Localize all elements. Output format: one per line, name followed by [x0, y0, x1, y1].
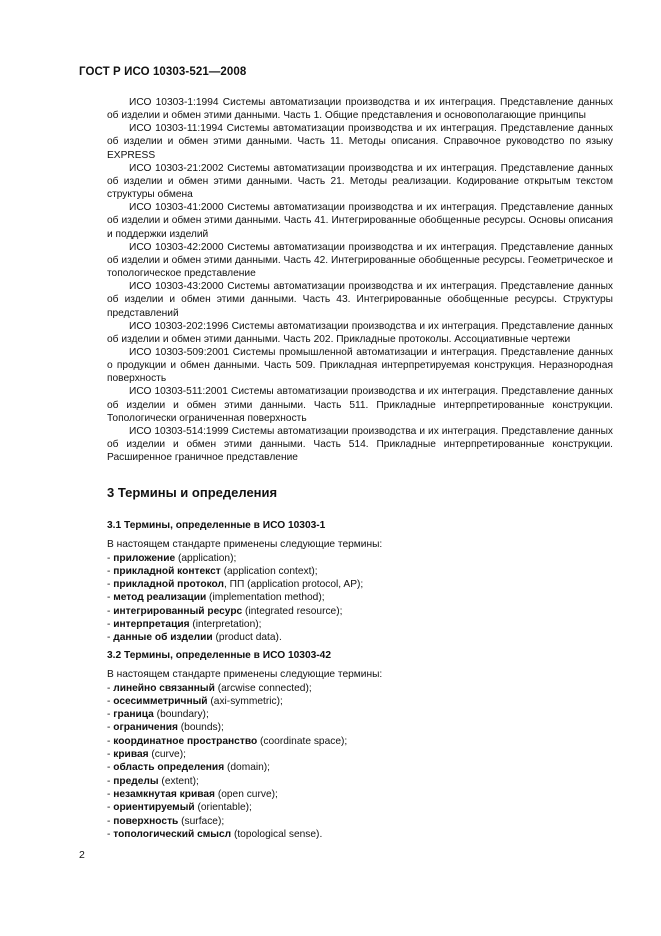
term-english: (arcwise connected);	[214, 682, 312, 694]
list-item	[107, 775, 613, 788]
subsection-intro: В настоящем стандарте применены следующие термины:	[107, 669, 383, 681]
list-bullet: -	[107, 749, 114, 761]
term-english: (boundary);	[153, 709, 209, 721]
term-name: данные об изделии	[113, 632, 213, 644]
subsection-heading: 3.2 Термины, определенные в ИСО 10303-42	[107, 650, 332, 661]
list-bullet: -	[107, 709, 114, 721]
list-item	[107, 631, 613, 644]
term-name: прикладной протокол	[113, 579, 224, 591]
term-english: , ПП (application protocol, AP);	[224, 579, 364, 591]
term-list	[107, 682, 613, 842]
term-english: (product data).	[212, 632, 282, 644]
reference-item: ИСО 10303-42:2000 Системы автоматизации производства и их интеграция. Представление данных об изделии и обмен этими данными. Часть 42. Интегрированные обобщенные ресурсы. Геометрическое и топологическое представление	[107, 241, 613, 280]
list-bullet: -	[107, 828, 114, 840]
term-list	[107, 552, 613, 645]
list-item	[107, 761, 613, 774]
list-bullet: -	[107, 605, 114, 617]
list-bullet: -	[107, 632, 114, 644]
reference-item: ИСО 10303-509:2001 Системы промышленной автоматизации и интеграция. Представление данных о продукции и обмен данными. Часть 509. Прикладная интерпретируемая конструкция. Неразнородная поверхность	[107, 346, 613, 385]
reference-item: ИСО 10303-41:2000 Системы автоматизации производства и их интеграция. Представление данных об изделии и обмен этими данными. Часть 41. Интегрированные обобщенные ресурсы. Основы описания и поддержки изделий	[107, 202, 613, 240]
page-number: 2	[79, 849, 85, 861]
list-item	[107, 605, 613, 618]
list-bullet: -	[107, 695, 114, 707]
reference-item: ИСО 10303-511:2001 Системы автоматизации производства и их интеграция. Представление данных об изделии и обмен этими данными. Часть 511. Прикладные интерпретированные конструкции. Топологически ограниченная поверхность	[107, 386, 613, 424]
list-bullet: -	[107, 815, 114, 827]
term-english: (interpretation);	[189, 619, 262, 631]
term-name: интерпретация	[113, 619, 190, 631]
term-name: топологический смысл	[113, 828, 232, 840]
reference-item: ИСО 10303-11:1994 Системы автоматизации производства и их интеграция. Представление данных об изделии и обмен этими данными. Часть 11. Методы описания. Справочное руководство по языку EXPRESS	[107, 123, 613, 161]
list-bullet: -	[107, 762, 114, 774]
term-english: (application context);	[220, 565, 318, 577]
term-name: пределы	[113, 775, 159, 787]
reference-item: ИСО 10303-1:1994 Системы автоматизации производства и их интеграция. Представление данных об изделии и обмен этими данными. Часть 1. Общие представления и основополагающие принципы	[107, 97, 613, 122]
term-name: кривая	[113, 749, 149, 761]
list-bullet: -	[107, 565, 114, 577]
list-bullet: -	[107, 592, 114, 604]
term-name: координатное пространство	[113, 735, 258, 747]
list-item	[107, 748, 613, 761]
list-item	[107, 578, 613, 591]
list-bullet: -	[107, 775, 114, 787]
reference-item: ИСО 10303-514:1999 Системы автоматизации производства и их интеграция. Представление данных об изделии и обмен этими данными. Часть 514. Прикладные интерпретированные конструкции. Расширенное граничное представление	[107, 425, 613, 464]
document-header: ГОСТ Р ИСО 10303-521—2008	[79, 66, 247, 78]
term-name: прикладной контекст	[113, 565, 221, 577]
list-item	[107, 708, 613, 721]
term-english: (open curve);	[214, 788, 278, 800]
list-bullet: -	[107, 682, 114, 694]
term-name: приложение	[113, 552, 176, 564]
term-english: (bounds);	[177, 722, 224, 734]
term-name: поверхность	[113, 815, 179, 827]
subsection-3-1	[107, 519, 613, 645]
list-item	[107, 682, 613, 695]
term-name: линейно связанный	[113, 682, 215, 694]
subsection-heading: 3.1 Термины, определенные в ИСО 10303-1	[107, 520, 326, 531]
term-english: (application);	[175, 552, 237, 564]
list-item	[107, 815, 613, 828]
list-item	[107, 591, 613, 604]
list-bullet: -	[107, 579, 114, 591]
term-english: (curve);	[148, 749, 186, 761]
term-english: (coordinate space);	[257, 735, 348, 747]
term-name: интегрированный ресурс	[113, 605, 243, 617]
list-item	[107, 695, 613, 708]
term-english: (extent);	[158, 775, 199, 787]
list-item	[107, 618, 613, 631]
list-item	[107, 828, 613, 841]
list-bullet: -	[107, 722, 114, 734]
term-name: незамкнутая кривая	[113, 788, 215, 800]
subsection-3-2	[107, 649, 613, 841]
list-item	[107, 552, 613, 565]
term-english: (topological sense).	[231, 828, 323, 840]
term-name: ограничения	[113, 722, 178, 734]
term-name: область определения	[113, 762, 225, 774]
list-item	[107, 788, 613, 801]
reference-item: ИСО 10303-202:1996 Системы автоматизации производства и их интеграция. Представление данных об изделии и обмен этими данными. Часть 202. Прикладные протоколы. Ассоциативные чертежи	[107, 320, 613, 345]
term-name: ориентируемый	[113, 802, 195, 814]
list-bullet: -	[107, 552, 114, 564]
list-item	[107, 735, 613, 748]
section-heading: 3 Термины и определения	[107, 485, 278, 500]
term-english: (integrated resource);	[242, 605, 343, 617]
list-item	[107, 801, 613, 814]
normative-references	[107, 96, 613, 464]
subsection-intro: В настоящем стандарте применены следующие термины:	[107, 539, 383, 551]
term-name: граница	[113, 709, 154, 721]
term-name: осесимметричный	[113, 695, 208, 707]
list-item	[107, 565, 613, 578]
term-english: (surface);	[178, 815, 225, 827]
list-item	[107, 721, 613, 734]
list-bullet: -	[107, 788, 114, 800]
term-english: (orientable);	[194, 802, 252, 814]
list-bullet: -	[107, 802, 114, 814]
term-name: метод реализации	[113, 592, 207, 604]
term-english: (axi-symmetric);	[207, 695, 283, 707]
reference-item: ИСО 10303-43:2000 Системы автоматизации производства и их интеграция. Представление данных об изделии и обмен этими данными. Часть 43. Интегрированные обобщенные ресурсы. Структуры представлений	[107, 281, 613, 319]
list-bullet: -	[107, 735, 114, 747]
reference-item: ИСО 10303-21:2002 Системы автоматизации производства и их интеграция. Представление данных об изделии и обмен этими данными. Часть 21. Методы реализации. Кодирование открытым текстом структуры обмена	[107, 162, 613, 201]
list-bullet: -	[107, 619, 114, 631]
term-english: (implementation method);	[206, 592, 325, 604]
term-english: (domain);	[224, 762, 271, 774]
